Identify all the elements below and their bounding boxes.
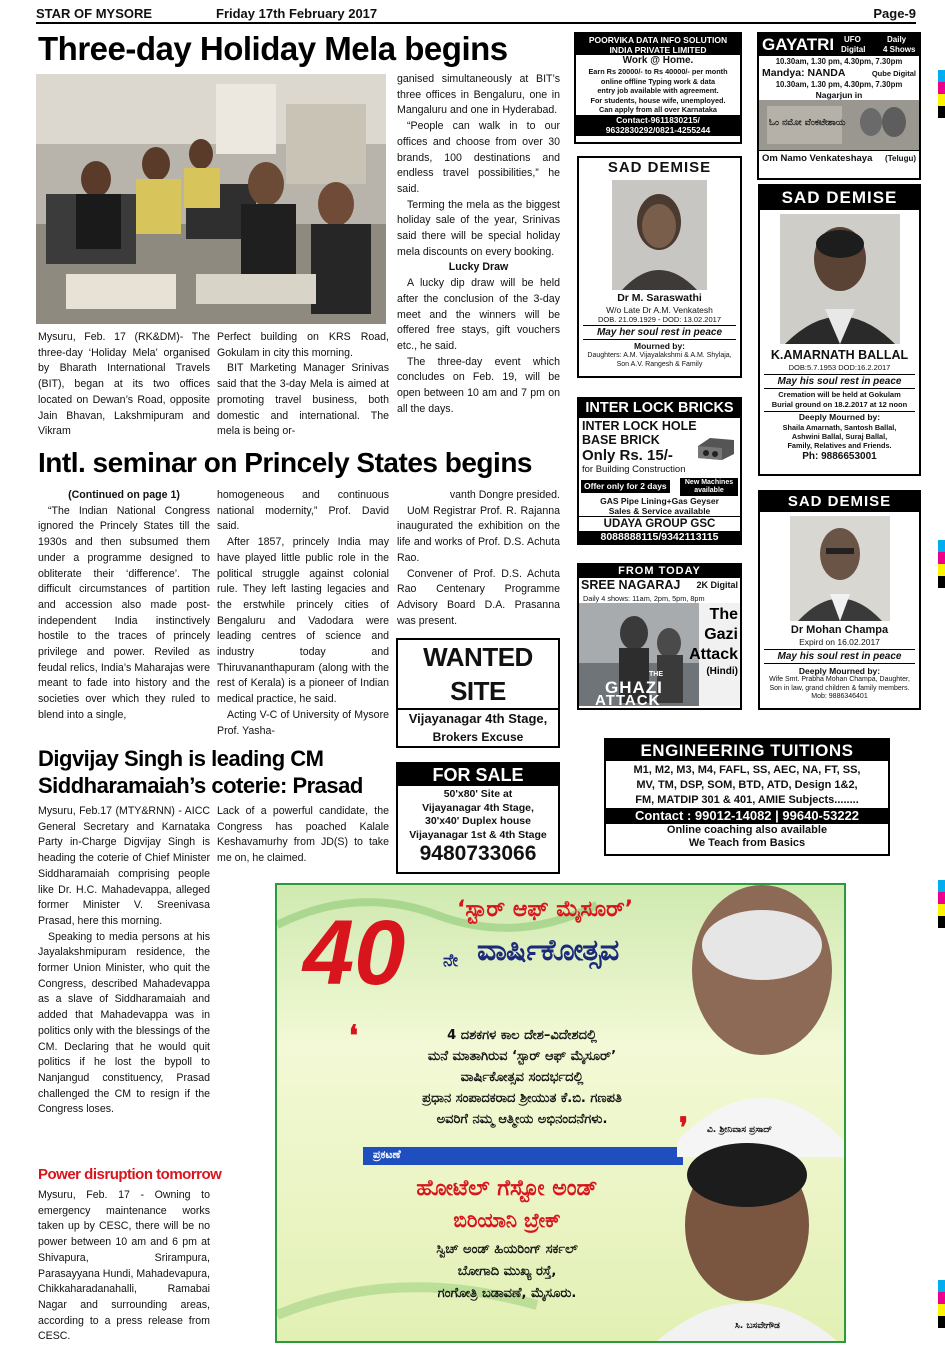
story1-col3-p3: Terming the mela as the biggest holiday sale of the year, Srinivas said there will be special holiday mela discounts on every booking. — [397, 198, 560, 258]
anniversary-suffix: ನೇ — [443, 951, 459, 971]
story1-col2-p2: BIT Marketing Manager Srinivas said that the 3-day Mela is aimed at promoting travel business, both domestic and international. The mela is being or- — [217, 362, 389, 438]
tuitions-line3: FM, MATDIP 301 & 401, AMIE Subjects........ — [635, 794, 859, 806]
page-header — [36, 4, 916, 24]
poorvika-l10: 9632830292/0821-4255244 — [576, 125, 740, 136]
demise3-title: SAD DEMISE — [760, 492, 919, 512]
poorvika-l6: entry job available with agreement. — [597, 86, 719, 95]
story2-col1 — [38, 488, 210, 738]
bricks-price: Only Rs. 15/- — [582, 447, 673, 464]
hotel-addr2: ಬೋಗಾದಿ ಮುಖ್ಯ ರಸ್ತೆ, — [457, 1264, 557, 1279]
demise3-expired: Expird on 16.02.2017 — [799, 637, 880, 647]
lucky-draw-subhead: Lucky Draw — [448, 261, 509, 274]
tuitions-contact: Contact : 99012-14082 | 99640-53222 — [606, 808, 888, 824]
story1-headline: Three-day Holiday Mela begins — [38, 30, 508, 67]
bricks-company: UDAYA GROUP GSC — [579, 516, 740, 531]
bricks-ad — [577, 397, 742, 545]
poorvika-ad — [574, 32, 742, 144]
wanted-location: Vijayanagar 4th Stage, — [398, 708, 558, 728]
nagaraj-film2: Gazi — [704, 626, 738, 643]
demise1-mourned: Mourned by: — [634, 341, 685, 351]
quote-open-icon: ❛ — [349, 1020, 359, 1051]
for-sale-line3: 30'x40' Duplex house — [425, 815, 531, 827]
page-number: Page-9 — [873, 6, 916, 21]
bricks-t5: for Building Construction — [582, 464, 686, 475]
poorvika-l3: Work @ Home. — [622, 55, 694, 66]
for-sale-line2: Vijayanagar 4th Stage, — [422, 801, 534, 814]
prakatane-label: ಪ್ರಕಟಣೆ — [373, 1148, 401, 1161]
demise2-ad — [758, 184, 921, 476]
demise1-rip: May her soul rest in peace — [583, 325, 736, 340]
bricks-offer: Offer only for 2 days — [581, 480, 670, 493]
story4-col — [38, 1188, 210, 1348]
caption-basavegowda: ಸಿ. ಬಸವೇಗೌಡ — [735, 1321, 780, 1331]
poster-the: THE — [649, 671, 663, 678]
story1-col1-text: Mysuru, Feb. 17 (RK&DM)- The three-day ‘Holiday Mela’ organised by Bharath International Travels (BIT), began at its two offices located on Dewan’s Road, opposite Jain Bhavan, Lakshmipuram and Vikram — [38, 331, 210, 438]
gayatri-ufo: UFO — [844, 35, 861, 44]
demise2-mourned: Deeply Mourned by: — [798, 412, 881, 422]
poorvika-l1: POORVIKA DATA INFO SOLUTION — [576, 34, 740, 45]
demise1-by: Daughters: A.M. Vijayalakshmi & A.M. Shylaja, Son A.V. Rangesh & Family — [587, 352, 732, 368]
story1-col3-p1: ganised simultaneously at BIT’s three offices in Bengaluru, one in Mangaluru and one in Hyderabad. — [397, 73, 560, 117]
hotel-block — [337, 1173, 677, 1305]
demise1-photo — [612, 180, 707, 290]
story3-col1-p1: Mysuru, Feb.17 (MTY&RNN) - AICC General Secretary and Karnataka Party in-Charge Digvijay Singh is heading the coterie of Chief Minister Siddharamaiah comprising people like Dr. H.C. Mahadevappa, alleged former Minister V. Sreenivasa Prasad, here this morning. — [38, 805, 210, 927]
story2-headline: Intl. seminar on Princely States begins — [38, 447, 532, 478]
gayatri-poster — [759, 100, 919, 150]
demise2-by3: Family, Relatives and Friends. — [787, 440, 892, 450]
story3-headline — [38, 745, 363, 799]
poorvika-l5: online offline Typing work & data — [600, 76, 716, 86]
poorvika-l9: Contact-9611830215/ — [576, 115, 740, 125]
demise2-crem2: Burial ground on 18.2.2017 at 12 noon — [771, 399, 908, 409]
gayatri-shows: 4 Shows — [883, 45, 916, 54]
poster-ghazi: GHAZI — [605, 678, 663, 697]
gayatri-poster-title: ಓಂ ನಮೋ ವೆಂಕಟೇಶಾಯ — [769, 118, 846, 128]
gayatri-times: 10.30am, 1.30 pm, 4.30pm, 7.30pm — [775, 57, 903, 66]
demise3-name: Dr Mohan Champa — [790, 624, 889, 636]
gayatri-film: Om Namo Venkateshaya — [762, 153, 873, 164]
nagaraj-poster — [579, 603, 740, 709]
tuitions-ad — [604, 738, 890, 856]
demise1-wo: W/o Late Dr A.M. Venkatesh — [606, 305, 713, 315]
nagaraj-film3: Attack — [689, 646, 738, 663]
demise3-photo — [790, 516, 890, 621]
anniversary-ad — [275, 883, 846, 1343]
anniversary-title: ವಾರ್ಷಿಕೋತ್ಸವ — [477, 933, 619, 968]
demise2-phone: Ph: 9886653001 — [802, 450, 877, 462]
story2-col3-p2: UoM Registrar Prof. R. Rajanna inaugurated the exhibition on the life and works of Prof. D.S. Achuta Rao. — [397, 504, 560, 564]
anniversary-msg1: 4 ದಶಕಗಳ ಕಾಲ ದೇಶ–ವಿದೇಶದಲ್ಲಿ — [447, 1028, 597, 1043]
poorvika-l8: Can apply from all over Karnataka — [598, 105, 717, 114]
story2-col2-p2: After 1857, princely India may have played little public role in the political struggle against colonial rule. They left lasting legacies and the erstwhile princely cities of Bengaluru and Vadodara were leading centres of science and industry today and Thiruvananthapuram (along with the rest of Kerala) is a pioneer of Indian medical practice, he said. — [217, 536, 389, 706]
for-sale-phone: 9480733066 — [419, 842, 537, 865]
story2-col2 — [217, 488, 389, 738]
gayatri-qube: Qube Digital — [871, 69, 916, 78]
demise2-name: K.AMARNATH BALLAL — [770, 348, 909, 362]
story1-col2 — [217, 330, 389, 440]
tuitions-line1: M1, M2, M3, M4, FAFL, SS, AEC, NA, FT, SS, — [633, 764, 861, 776]
demise3-rip: May his soul rest in peace — [764, 649, 915, 664]
nagaraj-name: SREE NAGARAJ — [581, 578, 681, 592]
tuitions-basics: We Teach from Basics — [688, 837, 806, 849]
hotel-name1: ಹೋಟೆಲ್ ಗೆಸ್ಟೋ ಅಂಡ್ — [416, 1176, 598, 1201]
for-sale-ad — [396, 762, 560, 874]
demise2-photo — [780, 214, 900, 344]
caption-prasad: ವಿ. ಶ್ರೀನಿವಾಸ ಪ್ರಸಾದ್ — [707, 1125, 772, 1135]
demise2-by2: Ashwini Ballal, Suraj Ballal, — [791, 431, 888, 441]
wanted-title: WANTED SITE — [423, 642, 533, 706]
bricks-t7: New Machines — [684, 479, 734, 486]
story2-col3-p1: vanth Dongre presided. — [449, 489, 560, 501]
story1-photo — [36, 74, 386, 324]
gayatri-name: GAYATRI — [762, 35, 835, 54]
story3-col2 — [217, 804, 389, 868]
bricks-t3: BASE BRICK — [582, 433, 660, 447]
bricks-t10: Sales & Service available — [608, 506, 711, 516]
page-date: Friday 17th February 2017 — [216, 6, 378, 21]
poorvika-l7: For students, house wife, unemployed. — [590, 95, 726, 105]
demise2-dates: DOB:5.7.1953 DOD:16.2.2017 — [788, 363, 891, 372]
bricks-t8: available — [694, 487, 724, 494]
anniversary-msg5: ಅವರಿಗೆ ನಮ್ಮ ಆತ್ಮೀಯ ಅಭಿನಂದನೆಗಳು. — [436, 1112, 608, 1127]
anniversary-msg4: ಪ್ರಧಾನ ಸಂಪಾದಕರಾದ ಶ್ರೀಯುತ ಕೆ.ಬಿ. ಗಣಪತಿ — [422, 1091, 622, 1106]
poorvika-l2: INDIA PRIVATE LIMITED — [576, 45, 740, 55]
story3-col2-text: Lack of a powerful candidate, the Congress has poached Kalale Keshavamurhy from JD(S) to take me on, he claimed. — [217, 805, 389, 865]
story1-col1 — [38, 330, 210, 440]
brick-image — [696, 436, 736, 462]
bricks-machines — [680, 478, 738, 496]
demise1-name: Dr M. Saraswathi — [617, 292, 702, 304]
story4-headline: Power disruption tomorrow — [38, 1166, 222, 1183]
continued-note: (Continued on page 1) — [68, 489, 180, 501]
demise2-by1: Shaila Amarnath, Santosh Ballal, — [782, 422, 897, 432]
gayatri-nagarjun: Nagarjun in — [815, 90, 863, 100]
poster-attack: ATTACK — [595, 692, 661, 709]
for-sale-line1: 50'x80' Site at — [443, 788, 513, 800]
story1-col2-p1: Perfect building on KRS Road, Gokulam in city this morning. — [217, 331, 389, 359]
bricks-t2: INTER LOCK HOLE — [582, 419, 697, 433]
hotel-name2: ಬಿರಿಯಾನಿ ಬ್ರೇಕ್ — [453, 1208, 561, 1232]
gayatri-digital: Digital — [841, 45, 866, 54]
paper-name: STAR OF MYSORE — [36, 6, 153, 21]
anniversary-number: 40 — [303, 902, 406, 1004]
for-sale-title: FOR SALE — [398, 764, 558, 786]
poorvika-l4: Earn Rs 20000/- to Rs 40000/- per month — [588, 67, 728, 76]
story1-col3-p2: “People can walk in to our offices and choose from over 30 brands, 100 destinations and endless travel possibilities,” he said. — [397, 120, 560, 195]
story2-col2-p3: Acting V-C of University of Mysore Prof. Yasha- — [217, 708, 389, 737]
demise1-dates: DOB. 21.09.1929 - DOD: 13.02.2017 — [598, 315, 721, 324]
tuitions-online: Online coaching also available — [666, 824, 828, 836]
story4-text: Mysuru, Feb. 17 - Owning to emergency maintenance works taken up by CESC, there will be no power between 10 am and 6 pm at Shivapura, Srirampura, Parasayyana Hundi, Mahadevapura, Chikkaharadanahalli, Ramabai Nagar and surrounding areas, according to a press release from CESC. — [38, 1189, 210, 1343]
gayatri-mandya: Mandya: NANDA — [762, 67, 846, 79]
anniversary-paper-name: ‘ಸ್ಟಾರ್ ಆಫ್ ಮೈಸೂರ್’ — [457, 897, 634, 922]
wanted-site-ad — [396, 638, 560, 748]
bricks-phone: 8088888115/9342113115 — [579, 531, 740, 544]
wanted-phone — [398, 746, 558, 748]
nagaraj-ad — [577, 563, 742, 710]
nagaraj-from: FROM TODAY — [579, 565, 740, 578]
gayatri-ad — [757, 32, 921, 180]
bricks-title: INTER LOCK BRICKS — [579, 399, 740, 418]
nagaraj-film1: The — [709, 606, 738, 623]
bricks-t9: GAS Pipe Lining+Gas Geyser — [600, 496, 719, 506]
demise2-crem1: Cremation will be held at Gokulam — [778, 390, 901, 399]
quote-close-icon: ❜ — [679, 1112, 689, 1143]
story1-col3-p5: The three-day event which concludes on Feb. 19, will be open between 10 am and 7 pm on all the days. — [397, 355, 560, 415]
nagaraj-2k: 2K Digital — [696, 580, 738, 590]
story2-col3 — [397, 488, 560, 628]
story2-col3-p3: Convener of Prof. D.S. Achuta Rao Centenary Programme Advisory Board D.A. Prasanna was present. — [397, 567, 560, 627]
demise3-by: Wife Smt. Prabha Mohan Champa, Daughter, Son in law, grand children & family members. Mob: 9886346401 — [769, 676, 910, 700]
demise3-mourned: Deeply Mourned by: — [798, 666, 881, 676]
story1-col3-p4: A lucky dip draw will be held after the conclusion of the 3-day meet and the winners will be offered free stays, gift vouchers etc., he said. — [397, 277, 560, 352]
demise3-ad — [758, 490, 921, 710]
story2-col2-p1: homogeneous and continuous national modernity,” Prof. David said. — [217, 489, 389, 533]
story3-headline-line2: Siddharamaiah’s coterie: Prasad — [38, 773, 363, 798]
story3-col1 — [38, 804, 210, 1159]
nagaraj-shows: Daily 4 shows: 11am, 2pm, 5pm, 8pm — [583, 594, 705, 603]
nanda-times: 10.30am, 1.30 pm, 4.30pm, 7.30pm — [775, 80, 903, 89]
nagaraj-lang: (Hindi) — [706, 666, 738, 677]
demise1-ad — [577, 156, 742, 378]
demise2-rip: May his soul rest in peace — [764, 374, 915, 389]
demise1-title: SAD DEMISE — [607, 159, 712, 176]
wanted-brokers: Brokers Excuse — [432, 730, 524, 744]
tuitions-title: ENGINEERING TUITIONS — [606, 740, 888, 761]
hotel-addr3: ಗಂಗೋತ್ರಿ ಬಡಾವಣೆ, ಮೈಸೂರು. — [437, 1286, 577, 1301]
story1-col3 — [397, 72, 560, 442]
anniversary-message — [357, 1025, 687, 1130]
anniversary-msg3: ವಾರ್ಷಿಕೋತ್ಸವ ಸಂದರ್ಭದಲ್ಲಿ — [460, 1070, 584, 1085]
demise2-title: SAD DEMISE — [760, 186, 919, 210]
story3-col1-p2: Speaking to media persons at his Jayalakshmipuram residence, the former Union Minister, who quit the Congress, described Mahadevappa as a slave of Siddharamaiah and added that Mahadevappa was in politics only with the blessings of the CM. Declaring that he would quit politics if he lost the bypoll to Nanjangud constituency, Prasad challenged the CM to resign if the Congress loses. — [38, 930, 210, 1116]
gayatri-daily: Daily — [887, 35, 907, 44]
story2-col1-text: “The Indian National Congress ignored the Princely States till the 1930s and then subsumed them under a programme designed to obliterate their ‘difference’. The difficult circumstances of partition and accession also made post-independent India instinctively hostile to the traces of princely privilege and power. Reviled as feudal relics, India’s Maharajas were meant to fade into history and the societies over which they ruled to blend into a single, — [38, 504, 210, 721]
anniversary-msg2: ಮನೆ ಮಾತಾಗಿರುವ ‘ಸ್ಟಾರ್ ಆಫ್ ಮೈಸೂರ್’ — [427, 1049, 617, 1064]
tuitions-line2: MV, TM, DSP, SOM, BTD, ATD, Design 1&2, — [636, 779, 858, 791]
for-sale-line4: Vijayanagar 1st & 4th Stage — [409, 828, 547, 841]
story3-headline-line1: Digvijay Singh is leading CM — [38, 746, 324, 771]
gayatri-lang: (Telugu) — [885, 154, 916, 163]
hotel-addr1: ಸ್ವಿಚ್ ಅಂಡ್ ಹಿಯರಿಂಗ್ ಸರ್ಕಲ್ — [436, 1242, 578, 1257]
